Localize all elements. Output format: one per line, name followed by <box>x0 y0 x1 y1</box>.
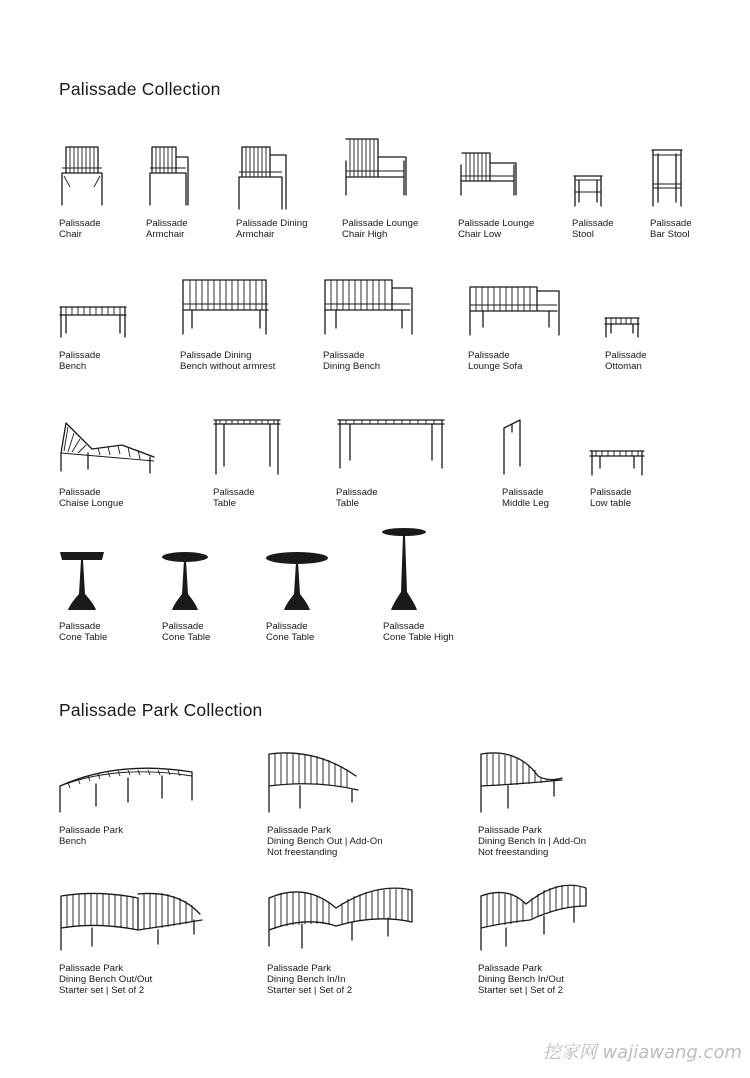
armchair-icon <box>146 143 192 208</box>
caption-line1: Palissade <box>59 621 101 632</box>
caption-line1: Palissade <box>59 218 101 229</box>
caption-line1: Palissade <box>59 350 101 361</box>
caption-line1: Palissade <box>146 218 188 229</box>
caption-line1: Palissade <box>590 487 632 498</box>
caption-line2: Cone Table <box>59 632 108 644</box>
caption-line1: Palissade <box>162 621 204 632</box>
caption-line1: Palissade Lounge <box>458 218 535 229</box>
caption-line1: Palissade <box>323 350 365 361</box>
caption-line2: Stool <box>572 229 594 241</box>
caption-line1: Palissade <box>605 350 647 361</box>
caption-line1: Palissade Park <box>267 825 331 836</box>
caption-line2: Table <box>336 498 359 510</box>
watermark-text: 挖家网 wajiawang.com <box>542 1042 742 1063</box>
park-bench-in-out-icon <box>478 880 592 956</box>
caption-line2: Bar Stool <box>650 229 690 241</box>
caption-line3: Not freestanding <box>478 847 549 859</box>
chaise-longue-icon <box>58 419 160 475</box>
caption-line1: Palissade Park <box>478 825 542 836</box>
caption-line2: Chair High <box>342 229 388 241</box>
middle-leg-icon <box>500 416 528 478</box>
caption-line2: Cone Table <box>162 632 211 644</box>
chair-icon <box>58 143 108 208</box>
caption-line2: Bench <box>59 361 87 373</box>
bench-icon <box>58 303 130 339</box>
stool-icon <box>572 172 606 208</box>
caption-line3: Starter set | Set of 2 <box>478 985 564 997</box>
caption-line1: Palissade <box>468 350 510 361</box>
table-long-icon <box>336 416 448 472</box>
lounge-sofa-icon <box>467 283 563 339</box>
caption-line1: Palissade Park <box>267 963 331 974</box>
caption-line2: Dining Bench Out | Add-On <box>267 836 383 848</box>
cone-table-square-icon <box>58 550 108 612</box>
park-dining-bench-out-icon <box>266 750 362 816</box>
park-dining-bench-in-icon <box>478 750 568 816</box>
caption-line1: Palissade Dining <box>180 350 252 361</box>
caption-line2: Armchair <box>146 229 185 241</box>
ottoman-icon <box>603 315 643 339</box>
table-small-icon <box>212 416 284 478</box>
caption-line2: Dining Bench In/In <box>267 974 346 986</box>
caption-line1: Palissade <box>383 621 425 632</box>
caption-line2: Lounge Sofa <box>468 361 523 373</box>
caption-line2: Chaise Longue <box>59 498 124 510</box>
caption-line1: Palissade Park <box>59 825 123 836</box>
caption-line2: Cone Table <box>266 632 315 644</box>
cone-table-round-small-icon <box>160 550 210 612</box>
park-bench-in-in-icon <box>266 886 418 956</box>
caption-line2: Cone Table High <box>383 632 454 644</box>
caption-line1: Palissade <box>59 487 101 498</box>
caption-line1: Palissade <box>266 621 308 632</box>
section-title-palissade: Palissade Collection <box>59 79 221 99</box>
caption-line2: Armchair <box>236 229 275 241</box>
caption-line1: Palissade Dining <box>236 218 308 229</box>
caption-line2: Bench without armrest <box>180 361 276 373</box>
caption-line2: Dining Bench <box>323 361 381 373</box>
caption-line2: Dining Bench Out/Out <box>59 974 153 986</box>
caption-line1: Palissade <box>650 218 692 229</box>
park-bench-out-out-icon <box>58 888 208 954</box>
caption-line2: Chair Low <box>458 229 502 241</box>
dining-armchair-icon <box>236 143 290 213</box>
lounge-chair-low-icon <box>458 151 520 199</box>
caption-line1: Palissade Park <box>59 963 123 974</box>
caption-line3: Starter set | Set of 2 <box>59 985 145 997</box>
caption-line2: Ottoman <box>605 361 642 373</box>
cone-table-high-icon <box>380 526 430 612</box>
caption-line1: Palissade Park <box>478 963 542 974</box>
dining-bench-no-armrest-icon <box>180 276 272 338</box>
bar-stool-icon <box>650 146 686 208</box>
caption-line1: Palissade <box>572 218 614 229</box>
cone-table-round-large-icon <box>264 550 330 612</box>
caption-line3: Starter set | Set of 2 <box>267 985 353 997</box>
low-table-icon <box>588 448 648 478</box>
caption-line1: Palissade Lounge <box>342 218 419 229</box>
caption-line3: Not freestanding <box>267 847 338 859</box>
caption-line2: Bench <box>59 836 87 848</box>
caption-line2: Table <box>213 498 236 510</box>
dining-bench-icon <box>322 276 416 338</box>
caption-line2: Dining Bench In | Add-On <box>478 836 587 848</box>
caption-line1: Palissade <box>502 487 544 498</box>
section-title-palissade-park: Palissade Park Collection <box>59 700 263 720</box>
caption-line2: Middle Leg <box>502 498 549 510</box>
caption-line1: Palissade <box>213 487 255 498</box>
lounge-chair-high-icon <box>342 137 412 199</box>
caption-line2: Dining Bench In/Out <box>478 974 564 986</box>
park-bench-icon <box>58 764 198 816</box>
caption-line2: Low table <box>590 498 632 510</box>
caption-line2: Chair <box>59 229 82 241</box>
caption-line1: Palissade <box>336 487 378 498</box>
